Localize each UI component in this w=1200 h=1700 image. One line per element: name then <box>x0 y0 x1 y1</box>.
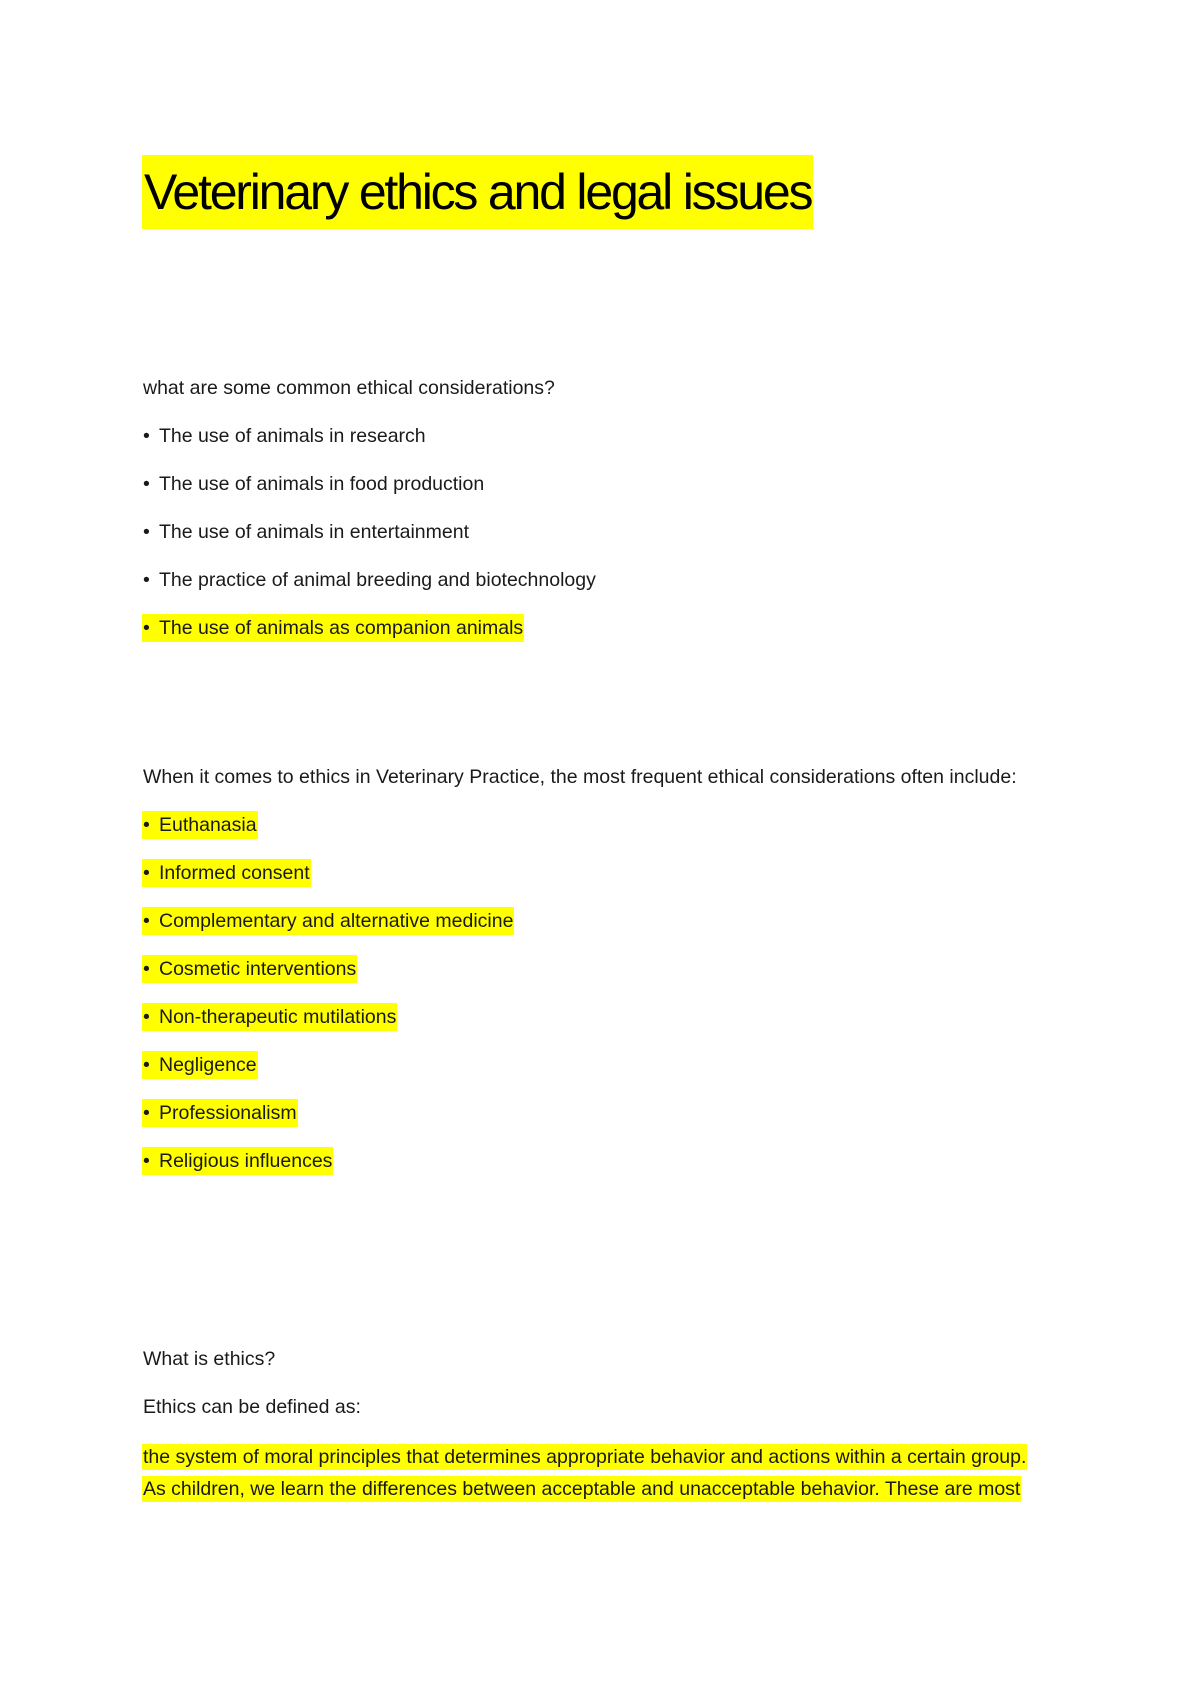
intro-text: When it comes to ethics in Veterinary Practice, the most frequent ethical considerations often include: <box>143 766 1017 788</box>
list-item <box>142 1051 1018 1079</box>
bullet-icon: • <box>143 1054 150 1076</box>
list-item <box>142 566 597 594</box>
section-what-is-ethics <box>142 1345 1027 1505</box>
section-veterinary-practice <box>142 763 1018 1195</box>
list-item-text: The use of animals in entertainment <box>159 521 470 543</box>
section-question <box>142 1345 1027 1373</box>
list-item <box>142 470 597 498</box>
list-item <box>142 518 597 546</box>
bullet-icon: • <box>143 617 150 639</box>
list-item <box>142 422 597 450</box>
list-item-text: Informed consent <box>159 862 310 884</box>
list-item-text: Religious influences <box>159 1150 333 1172</box>
section-intro <box>142 763 1018 791</box>
bullet-icon: • <box>143 1006 150 1028</box>
bullet-icon: • <box>143 958 150 980</box>
list-item-text: Euthanasia <box>159 814 257 836</box>
bullet-icon: • <box>143 473 150 495</box>
section-common-considerations <box>142 374 597 662</box>
bullet-icon: • <box>143 425 150 447</box>
list-item <box>142 811 1018 839</box>
bullet-icon: • <box>143 521 150 543</box>
definition-paragraph <box>142 1441 1027 1505</box>
list-item <box>142 859 1018 887</box>
bullet-icon: • <box>143 814 150 836</box>
question-text: what are some common ethical considerations? <box>143 377 555 399</box>
list-item-text: Non-therapeutic mutilations <box>159 1006 397 1028</box>
bullet-icon: • <box>143 862 150 884</box>
section-lead <box>142 1393 1027 1421</box>
bullet-icon: • <box>143 1102 150 1124</box>
bullet-icon: • <box>143 910 150 932</box>
list-item <box>142 1003 1018 1031</box>
definition-line: the system of moral principles that determines appropriate behavior and actions within a certain group. <box>143 1446 1027 1468</box>
list-item-text: Professionalism <box>159 1102 297 1124</box>
question-text: What is ethics? <box>143 1348 276 1370</box>
lead-text: Ethics can be defined as: <box>143 1396 361 1418</box>
document-title: Veterinary ethics and legal issues <box>142 155 813 229</box>
list-item-text: The practice of animal breeding and biotechnology <box>159 569 596 591</box>
list-item-text: The use of animals in food production <box>159 473 485 495</box>
list-item-text: Cosmetic interventions <box>159 958 357 980</box>
list-item-text: Complementary and alternative medicine <box>159 910 514 932</box>
list-item <box>142 614 597 642</box>
list-item <box>142 1147 1018 1175</box>
list-item <box>142 1099 1018 1127</box>
bullet-icon: • <box>143 569 150 591</box>
list-item-text: Negligence <box>159 1054 257 1076</box>
list-item <box>142 907 1018 935</box>
list-item <box>142 955 1018 983</box>
bullet-icon: • <box>143 1150 150 1172</box>
definition-line: As children, we learn the differences between acceptable and unacceptable behavior. These are most <box>143 1478 1021 1500</box>
list-item-text: The use of animals as companion animals <box>159 617 524 639</box>
list-item-text: The use of animals in research <box>159 425 426 447</box>
section-question <box>142 374 597 402</box>
